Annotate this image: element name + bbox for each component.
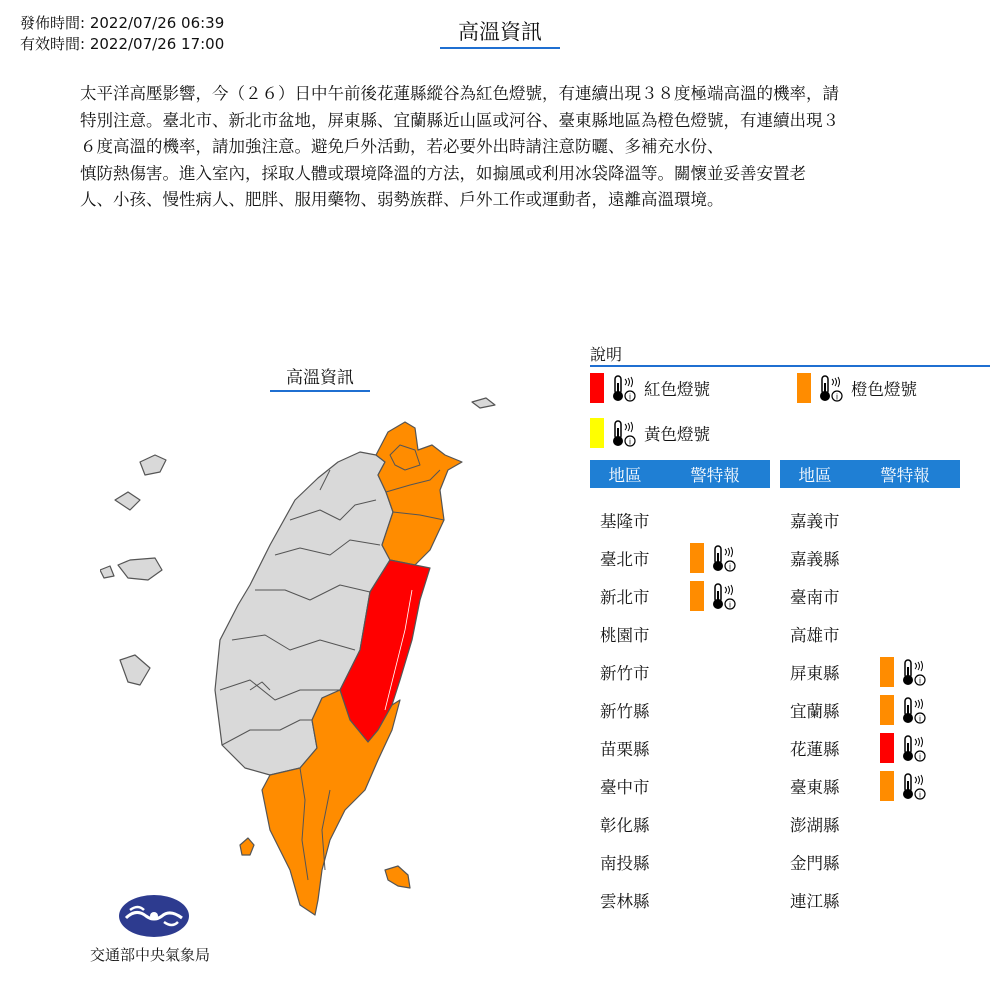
region-name: 嘉義市 xyxy=(790,512,840,531)
table-row xyxy=(780,542,960,574)
cwb-logo xyxy=(118,894,190,938)
legend-item-yellow xyxy=(590,418,710,448)
island-matsu-2 xyxy=(140,455,166,475)
svg-text:i: i xyxy=(918,676,922,686)
region-name: 澎湖縣 xyxy=(790,816,840,835)
region-name: 屏東縣 xyxy=(790,664,840,683)
legend-swatch xyxy=(590,373,604,403)
header-region: 地區 xyxy=(608,466,642,485)
taiwan-map xyxy=(100,390,520,930)
table-row xyxy=(590,542,770,574)
table-row xyxy=(590,504,770,536)
region-name: 金門縣 xyxy=(790,854,840,873)
thermometer-icon xyxy=(900,695,928,725)
table-row xyxy=(780,808,960,840)
alert-bar xyxy=(880,733,894,763)
table-header-right xyxy=(780,460,960,488)
description xyxy=(80,81,920,214)
table-row xyxy=(590,846,770,878)
thermometer-icon xyxy=(710,581,738,611)
description-line: 人、小孩、慢性病人、肥胖、服用藥物、弱勢族群、戶外工作或運動者，遠離高溫環境。 xyxy=(80,190,724,209)
table-header-left xyxy=(590,460,770,488)
agency-name: 交通部中央氣象局 xyxy=(89,946,210,964)
table-row xyxy=(590,884,770,916)
table-row xyxy=(780,618,960,650)
legend-item-orange xyxy=(797,373,917,403)
table-row xyxy=(780,656,960,688)
region-name: 臺北市 xyxy=(600,550,650,569)
thermometer-icon xyxy=(610,373,638,403)
island-matsu xyxy=(472,398,495,408)
region-name: 臺南市 xyxy=(790,588,840,607)
alert-bar xyxy=(690,543,704,573)
alert-bar xyxy=(880,695,894,725)
region-taipei-newtaipei-yilan xyxy=(376,422,462,565)
table-row xyxy=(590,656,770,688)
alert-indicator xyxy=(690,543,738,573)
table-row xyxy=(590,694,770,726)
legend-swatch xyxy=(797,373,811,403)
table-row xyxy=(780,504,960,536)
island-lanyu xyxy=(385,866,410,888)
legend-item-red xyxy=(590,373,710,403)
region-name: 嘉義縣 xyxy=(790,550,840,569)
thermometer-icon xyxy=(817,373,845,403)
table-row xyxy=(590,580,770,612)
legend-label: 黃色燈號 xyxy=(644,425,710,444)
alert-indicator xyxy=(880,695,928,725)
table-row xyxy=(780,884,960,916)
table-row xyxy=(780,694,960,726)
valid-time: 有效時間: 2022/07/26 17:00 xyxy=(20,35,225,53)
alert-indicator xyxy=(880,657,928,687)
svg-text:i: i xyxy=(918,752,922,762)
region-name: 臺中市 xyxy=(600,778,650,797)
table-row xyxy=(590,618,770,650)
description-line: 太平洋高壓影響，今（２６）日中午前後花蓮縣縱谷為紅色燈號，有連續出現３８度極端高溫的機率，請 xyxy=(80,84,839,103)
alert-indicator xyxy=(880,771,928,801)
svg-text:i: i xyxy=(628,437,632,447)
header-alert: 警特報 xyxy=(690,466,740,485)
legend-divider xyxy=(590,365,990,367)
island-penghu-3 xyxy=(100,566,114,578)
region-name: 花蓮縣 xyxy=(790,740,840,759)
region-name: 雲林縣 xyxy=(600,892,650,911)
region-name: 新竹市 xyxy=(600,664,650,683)
island-liuqiu xyxy=(240,838,254,855)
thermometer-icon xyxy=(710,543,738,573)
description-line: 慎防熱傷害。進入室內，採取人體或環境降溫的方法，如搧風或利用冰袋降溫等。關懷並妥善安置老 xyxy=(80,163,806,183)
issued-time: 發佈時間: 2022/07/26 06:39 xyxy=(20,14,225,32)
svg-text:i: i xyxy=(835,392,839,402)
alert-indicator xyxy=(880,733,928,763)
region-name: 宜蘭縣 xyxy=(790,702,840,721)
region-name: 連江縣 xyxy=(790,892,840,911)
table-row xyxy=(590,808,770,840)
table-row xyxy=(780,580,960,612)
region-name: 新北市 xyxy=(600,588,650,607)
legend-label: 橙色燈號 xyxy=(851,380,917,399)
table-row xyxy=(590,770,770,802)
header-alert: 警特報 xyxy=(880,466,930,485)
region-name: 新竹縣 xyxy=(600,702,650,721)
thermometer-icon xyxy=(900,657,928,687)
region-name: 桃園市 xyxy=(600,626,650,645)
legend-swatch xyxy=(590,418,604,448)
region-name: 彰化縣 xyxy=(600,816,650,835)
svg-text:i: i xyxy=(918,790,922,800)
region-name: 臺東縣 xyxy=(790,778,840,797)
svg-text:i: i xyxy=(628,392,632,402)
island-kinmen xyxy=(115,492,140,510)
legend-label: 紅色燈號 xyxy=(644,380,710,399)
alert-bar xyxy=(880,771,894,801)
region-name: 基隆市 xyxy=(600,512,650,531)
svg-text:i: i xyxy=(728,600,732,610)
svg-text:i: i xyxy=(918,714,922,724)
page-title: 高溫資訊 xyxy=(440,18,560,49)
alert-indicator xyxy=(690,581,738,611)
table-row xyxy=(780,770,960,802)
alert-bar xyxy=(690,581,704,611)
region-name: 高雄市 xyxy=(790,626,840,645)
thermometer-icon xyxy=(900,733,928,763)
region-name: 南投縣 xyxy=(600,854,650,873)
region-name: 苗栗縣 xyxy=(600,740,650,759)
svg-text:i: i xyxy=(728,562,732,572)
thermometer-icon xyxy=(900,771,928,801)
table-row xyxy=(590,732,770,764)
legend-heading: 說明 xyxy=(590,345,623,364)
island-penghu xyxy=(118,558,162,580)
alert-bar xyxy=(880,657,894,687)
map-title: 高溫資訊 xyxy=(270,366,370,392)
table-row xyxy=(780,846,960,878)
island-penghu-2 xyxy=(120,655,150,685)
description-line: 特別注意。臺北市、新北市盆地，屏東縣、宜蘭縣近山區或河谷、臺東縣地區為橙色燈號，有連續出現３ xyxy=(80,110,839,130)
description-line: ６度高溫的機率，請加強注意。避免戶外活動，若必要外出時請注意防曬、多補充水份、 xyxy=(80,137,724,156)
header-region: 地區 xyxy=(798,466,832,485)
thermometer-icon xyxy=(610,418,638,448)
table-row xyxy=(780,732,960,764)
